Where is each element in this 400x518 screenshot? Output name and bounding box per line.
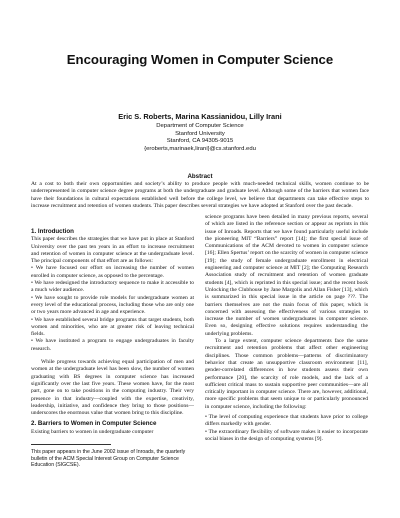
bullet-item: • The level of computing experience that students have prior to college differs markedly with gender. [205,414,368,428]
paper-title: Encouraging Women in Computer Science [66,52,334,67]
affiliation-city: Stanford, CA 94305-9015 [166,138,234,145]
bullet-item: • The extraordinary flexibility of software makes it easier to incorporate social biases in the design of computing systems [9]. [205,428,368,442]
bullet-item: • We have sought to provide role models for undergraduate women at every level of the educational process, including those who are only one or two years more advanced in age and experience. [31,294,194,316]
recruitment-paragraph: To a large extent, computer science departments face the same recruitment and retention problems that affect other engineering disciplines. Those common problems—patterns of discriminatory behavior that create an unsupportive classroom environment [11], gender-correlated differences in how students assess their own performance [20], the scarcity of role models, and the lack of a sufficient critical mass to sustain supportive peer communities—are all critically important in computer science. There are, however, additional, more specific problems that seem unique to or particularly pronounced in computer science, including the following: [205,338,368,410]
bullet-item: • We have instituted a program to engage undergraduates in faculty research. [31,338,194,352]
intro-paragraph: This paper describes the strategies that we have put in place at Stanford University over the past ten years in an effort to increase recruitment and retention of women in computer science at the undergraduate level. The principal components of that effort are as follows: [31,236,194,265]
bullet-item: • We have established several bridge programs that target students, both women and minorities, who are at greater risk of leaving technical fields. [31,316,194,338]
barriers-paragraph-continued: science programs have been detailed in many previous reports, several of which are listed in the reference section or appear as reprints in this issue of Inroads. Reports that we have found particularly useful include the pioneering MIT “Barriers” report [14]; the first special issue of Communications of the ACM devoted to women in computer science [16]; Ellen Spertus’ report on the scarcity of women in computer science [19]; the study of female undergraduate enrollment in electrical engineering and computer science at MIT [2]; the Computing Research Association study of recruitment and retention of women graduate students [4], which is reprinted in this special issue; and the recent book Unlocking the Clubhouse by Jane Margolis and Allan Fisher [13], which is summarized in this special issue in the article on page ???. The barriers themselves are not the main focus of this paper, which is concerned with assessing the effectiveness of various strategies to increase the number of women undergraduates in computer science. Even so, designing effective solutions requires understanding the underlying problems. [205,214,368,337]
bullet-item: • We have focused our effort on increasing the number of women enrolled in computer science, as opposed to the percentage. [31,265,194,279]
footnote-rule [31,444,111,445]
progress-paragraph: While progress towards achieving equal participation of men and women at the undergraduate level has been slow, the number of women graduating with BS degrees in computer science has increased significantly over the last five years. These women have, for the most part, gone on to take positions in the computing industry. Their very presence in that industry—coupled with the expertise, creativity, leadership, initiative, and confidence they bring to those positions—underscores the enormous value that women bring to this discipline. [31,359,194,417]
barriers-paragraph-start: Existing barriers to women in undergraduate computer [31,428,154,435]
author-list: Eric S. Roberts, Marina Kassianidou, Lilly Irani [118,112,282,121]
abstract-text: At a cost to both their own opportunities and society’s ability to produce people with much-needed technical skills, women continue to be underrepresented in computer science degree programs at both the undergraduate and graduate level. Although some of the barriers that women face have their foundations in cultural expectations established well before the college level, we believe that departments can take effective steps to increase recruitment and retention of women students. This paper describes several strategies we have adopted at Stanford over the past decade. [31,181,369,209]
section-2-heading: 2. Barriers to Women in Computer Science [31,420,157,428]
left-column [31,228,194,469]
section-1-heading: 1. Introduction [31,228,74,235]
right-column [205,214,368,443]
abstract-heading: Abstract [187,173,213,180]
affiliation-emails: {eroberts,marinaek,lirani}@cs.stanford.edu [144,145,256,152]
bullet-item: • We have redesigned the introductory sequence to make it accessible to a much wider audience. [31,280,194,294]
footnote: This paper appears in the June 2002 issue of Inroads, the quarterly bulletin of the ACM Special Interest Group on Computer Science Education (SIGCSE). [31,449,186,469]
affiliation-university: Stanford University [175,130,225,137]
affiliation-department: Department of Computer Science [156,123,244,129]
